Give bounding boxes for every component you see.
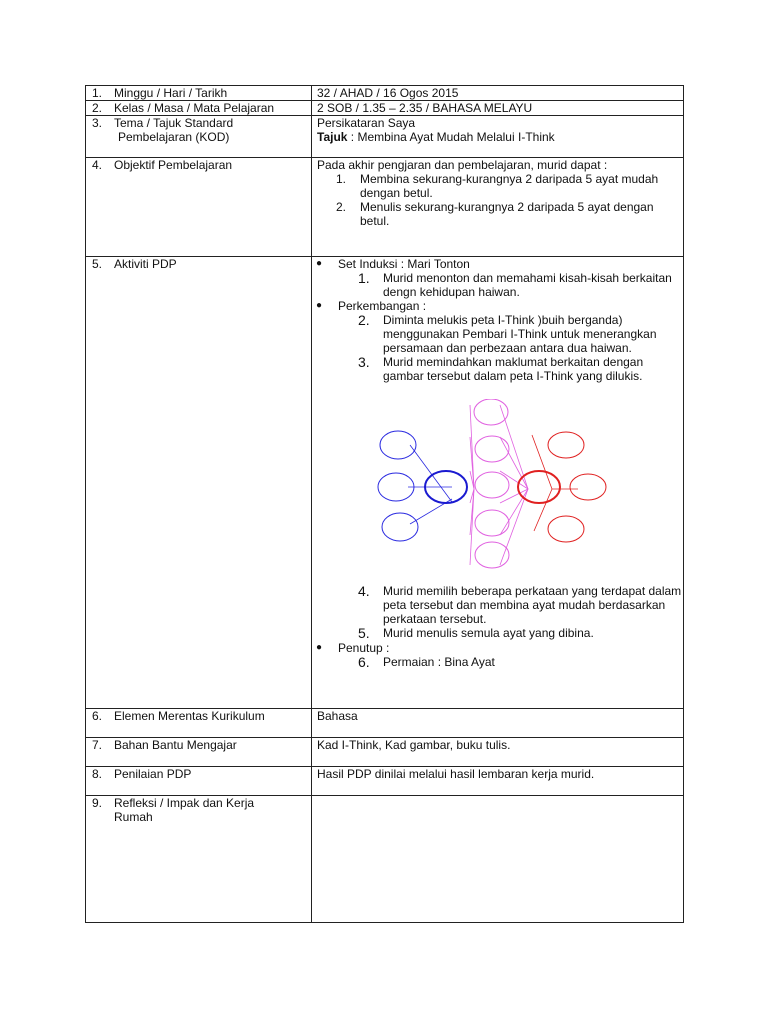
shared-bubble <box>475 510 509 536</box>
row-value: 32 / AHAD / 16 Ogos 2015 <box>317 86 459 100</box>
section-set-induksi <box>312 257 683 271</box>
objective-list <box>312 172 683 228</box>
shared-bubble <box>475 472 509 498</box>
row-label-text-2: Pembelajaran (KOD) <box>118 130 230 144</box>
row-label <box>86 709 311 723</box>
shared-bubbles <box>474 399 509 568</box>
row-label <box>86 116 311 130</box>
right-bubble <box>548 432 584 458</box>
bullet-icon: ● <box>316 300 323 311</box>
activity-step <box>312 584 683 626</box>
row-label-text: Penilaian PDP <box>114 767 192 781</box>
row-label-text: Bahan Bantu Mengajar <box>114 738 237 752</box>
row-label <box>86 257 311 271</box>
activity-step <box>312 355 683 383</box>
step-text: Diminta melukis peta I-Think )buih berganda) menggunakan Pembari I-Think untuk menerangkan persamaan dan perbezaan antara dua haiwan. <box>383 313 657 355</box>
left-connector-lines <box>408 445 452 524</box>
row-objektif <box>86 158 684 257</box>
objective-number: 2. <box>336 200 347 214</box>
row-number: 2. <box>92 101 103 115</box>
row-label-text: Minggu / Hari / Tarikh <box>114 86 228 100</box>
row-label <box>86 796 311 810</box>
row-label-text: Elemen Merentas Kurikulum <box>114 709 265 723</box>
row-refleksi <box>86 796 684 923</box>
lesson-plan-table <box>85 85 684 923</box>
bullet-icon: ● <box>316 258 323 269</box>
row-label-text: Refleksi / Impak dan Kerja <box>114 796 255 810</box>
left-bubble <box>380 431 416 459</box>
step-text: Permaian : Bina Ayat <box>383 655 495 669</box>
row-label-text: Objektif Pembelajaran <box>114 158 233 172</box>
row-label <box>86 101 311 115</box>
step-number: 5. <box>358 625 370 641</box>
row-label <box>86 86 311 100</box>
section-title: Perkembangan : <box>338 299 427 313</box>
activity-step <box>312 313 683 355</box>
row-value: 2 SOB / 1.35 – 2.35 / BAHASA MELAYU <box>317 101 533 115</box>
step-text: Murid memindahkan maklumat berkaitan dengan gambar tersebut dalam peta I-Think yang dilukis. <box>383 355 644 383</box>
bullet-icon: ● <box>316 642 323 653</box>
row-number: 5. <box>92 257 103 271</box>
right-bubble <box>570 474 606 500</box>
step-text: Murid memilih beberapa perkataan yang terdapat dalam peta tersebut dan membina ayat mudah berdasarkan perkataan tersebut. <box>383 584 682 626</box>
section-title: Set Induksi : Mari Tonton <box>338 257 470 271</box>
row-label <box>86 158 311 172</box>
right-outer-bubbles <box>548 432 606 542</box>
step-number: 2. <box>358 312 370 328</box>
objective-number: 1. <box>336 172 347 186</box>
shared-bubble <box>474 399 508 425</box>
row-number: 7. <box>92 738 103 752</box>
row-label <box>86 738 311 752</box>
row-number: 6. <box>92 709 103 723</box>
row-number: 4. <box>92 158 103 172</box>
double-bubble-map <box>312 399 683 572</box>
row-label-continued <box>86 130 311 144</box>
step-number: 1. <box>358 270 370 286</box>
objective-text: Membina sekurang-kurangnya 2 daripada 5 ayat mudah dengan betul. <box>360 172 659 200</box>
row-number: 3. <box>92 116 103 130</box>
left-bubble <box>382 513 418 541</box>
shared-connector-lines <box>470 405 528 565</box>
row-number: 8. <box>92 767 103 781</box>
objective-text: Menulis sekurang-kurangnya 2 daripada 5 ayat dengan betul. <box>360 200 654 228</box>
section-title: Penutup : <box>338 641 390 655</box>
objective-item <box>312 200 683 228</box>
tajuk-label: Tajuk <box>317 130 348 144</box>
row-value: Bahasa <box>317 709 358 723</box>
row-penilaian <box>86 767 684 796</box>
row-label-text-2: Rumah <box>114 810 153 824</box>
row-number: 1. <box>92 86 103 100</box>
row-tema <box>86 116 684 158</box>
row-minggu <box>86 86 684 101</box>
step-text: Murid menulis semula ayat yang dibina. <box>383 626 594 640</box>
double-bubble-map-drawing <box>376 399 616 569</box>
row-label <box>86 767 311 781</box>
shared-bubble <box>475 436 509 462</box>
step-text: Murid menonton dan memahami kisah-kisah berkaitan dengn kehidupan haiwan. <box>383 271 672 299</box>
row-value: Kad I-Think, Kad gambar, buku tulis. <box>317 738 511 752</box>
step-number: 4. <box>358 583 370 599</box>
row-kelas <box>86 101 684 116</box>
objective-intro: Pada akhir pengjaran dan pembelajaran, murid dapat : <box>317 158 608 172</box>
row-number: 9. <box>92 796 103 810</box>
tajuk-value: : Membina Ayat Mudah Melalui I-Think <box>347 130 555 144</box>
step-number: 3. <box>358 354 370 370</box>
row-elemen <box>86 709 684 738</box>
row-label-text: Kelas / Masa / Mata Pelajaran <box>114 101 275 115</box>
activity-step <box>312 655 683 670</box>
row-aktiviti <box>86 257 684 709</box>
theme-value: Persikataran Saya <box>317 116 416 130</box>
objective-item <box>312 172 683 200</box>
activity-step <box>312 626 683 641</box>
tajuk-line <box>312 130 683 144</box>
step-number: 6. <box>358 654 370 670</box>
row-label-text: Tema / Tajuk Standard <box>114 116 234 130</box>
section-perkembangan <box>312 299 683 313</box>
row-bahan <box>86 738 684 767</box>
right-bubble <box>548 516 584 542</box>
row-label-continued <box>86 810 311 824</box>
activity-step <box>312 271 683 299</box>
section-penutup <box>312 641 683 655</box>
row-value: Hasil PDP dinilai melalui hasil lembaran kerja murid. <box>317 767 595 781</box>
row-label-text: Aktiviti PDP <box>114 257 177 271</box>
